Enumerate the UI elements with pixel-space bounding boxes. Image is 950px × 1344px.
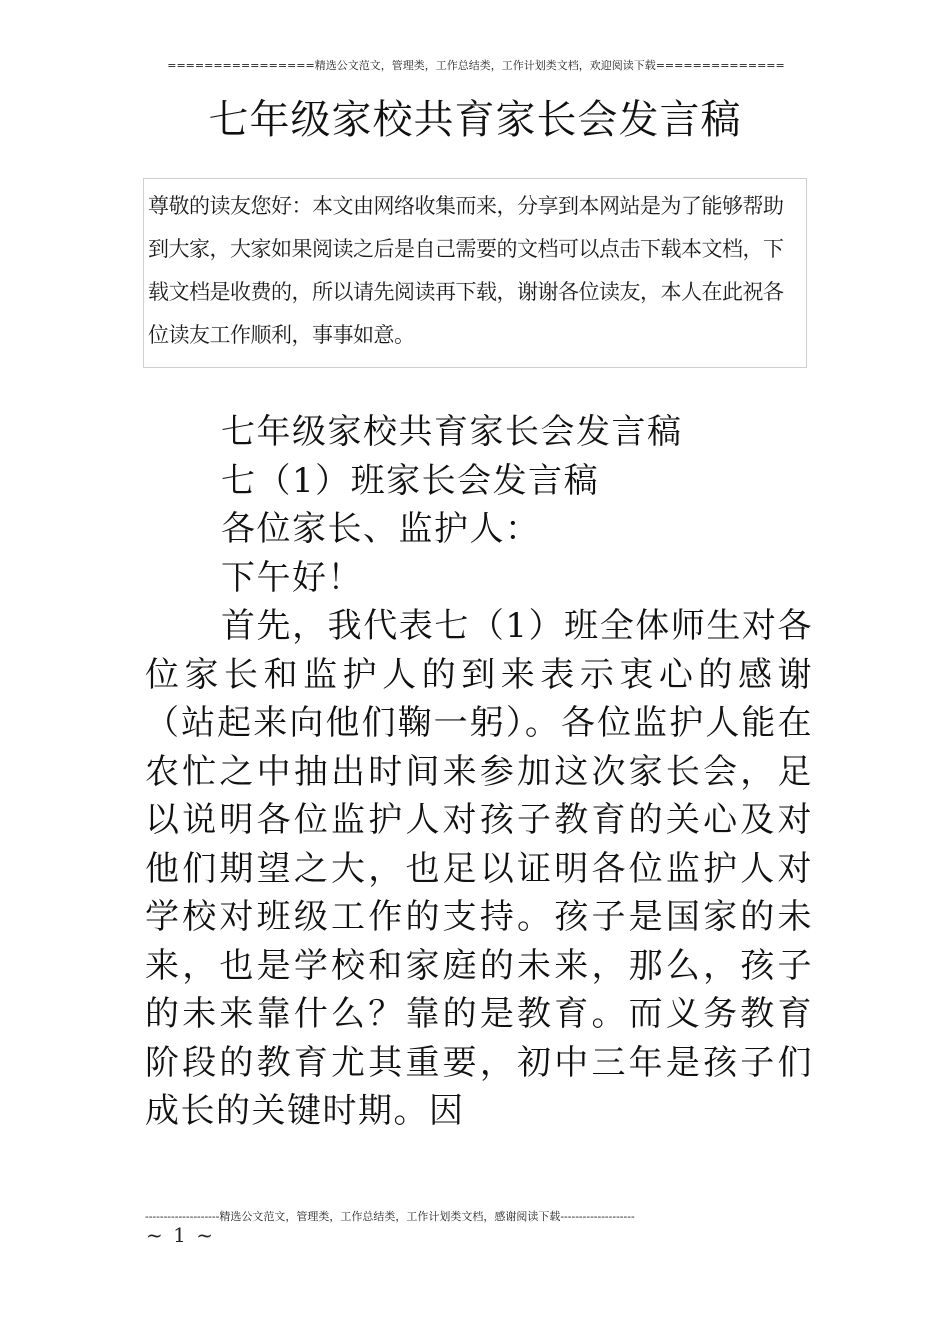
document-body: [145, 408, 813, 1136]
body-heading: 七年级家校共育家长会发言稿: [221, 412, 683, 452]
body-paragraph: 首先，我代表七（1）班全体师生对各位家长和监护人的到来表示衷心的感谢（站起来向他们鞠一躬）。各位监护人能在农忙之中抽出时间来参加这次家长会，足以说明各位监护人对孩子教育的关心及对他们期望之大，也足以证明各位监护人对学校对班级工作的支持。孩子是国家的未来，也是学校和家庭的未来，那么，孩子的未来靠什么？靠的是教育。而义务教育阶段的教育尤其重要，初中三年是孩子们成长的关键时期。因: [145, 606, 813, 1131]
footer-banner: --------------------精选公文范文，管理类，工作总结类，工作计划类文档，感谢阅读下载--------------------: [145, 1210, 635, 1223]
salutation: 各位家长、监护人：: [221, 509, 541, 549]
greeting: 下午好！: [221, 557, 363, 598]
reader-notice-box: [143, 178, 807, 368]
header-banner: ================精选公文范文，管理类，工作总结类，工作计划类文档，欢迎阅读下载==============: [167, 59, 785, 72]
page-number: ~ 1 ~: [146, 1223, 215, 1247]
reader-notice-text: 尊敬的读友您好：本文由网络收集而来，分享到本网站是为了能够帮助到大家，大家如果阅读之后是自己需要的文档可以点击下载本文档，下载文档是收费的，所以请先阅读再下载，谢谢各位读友，本人在此祝各位读友工作顺利，事事如意。: [148, 194, 784, 347]
document-title: 七年级家校共育家长会发言稿: [208, 97, 742, 143]
body-subheading: 七（1）班家长会发言稿: [221, 460, 600, 501]
